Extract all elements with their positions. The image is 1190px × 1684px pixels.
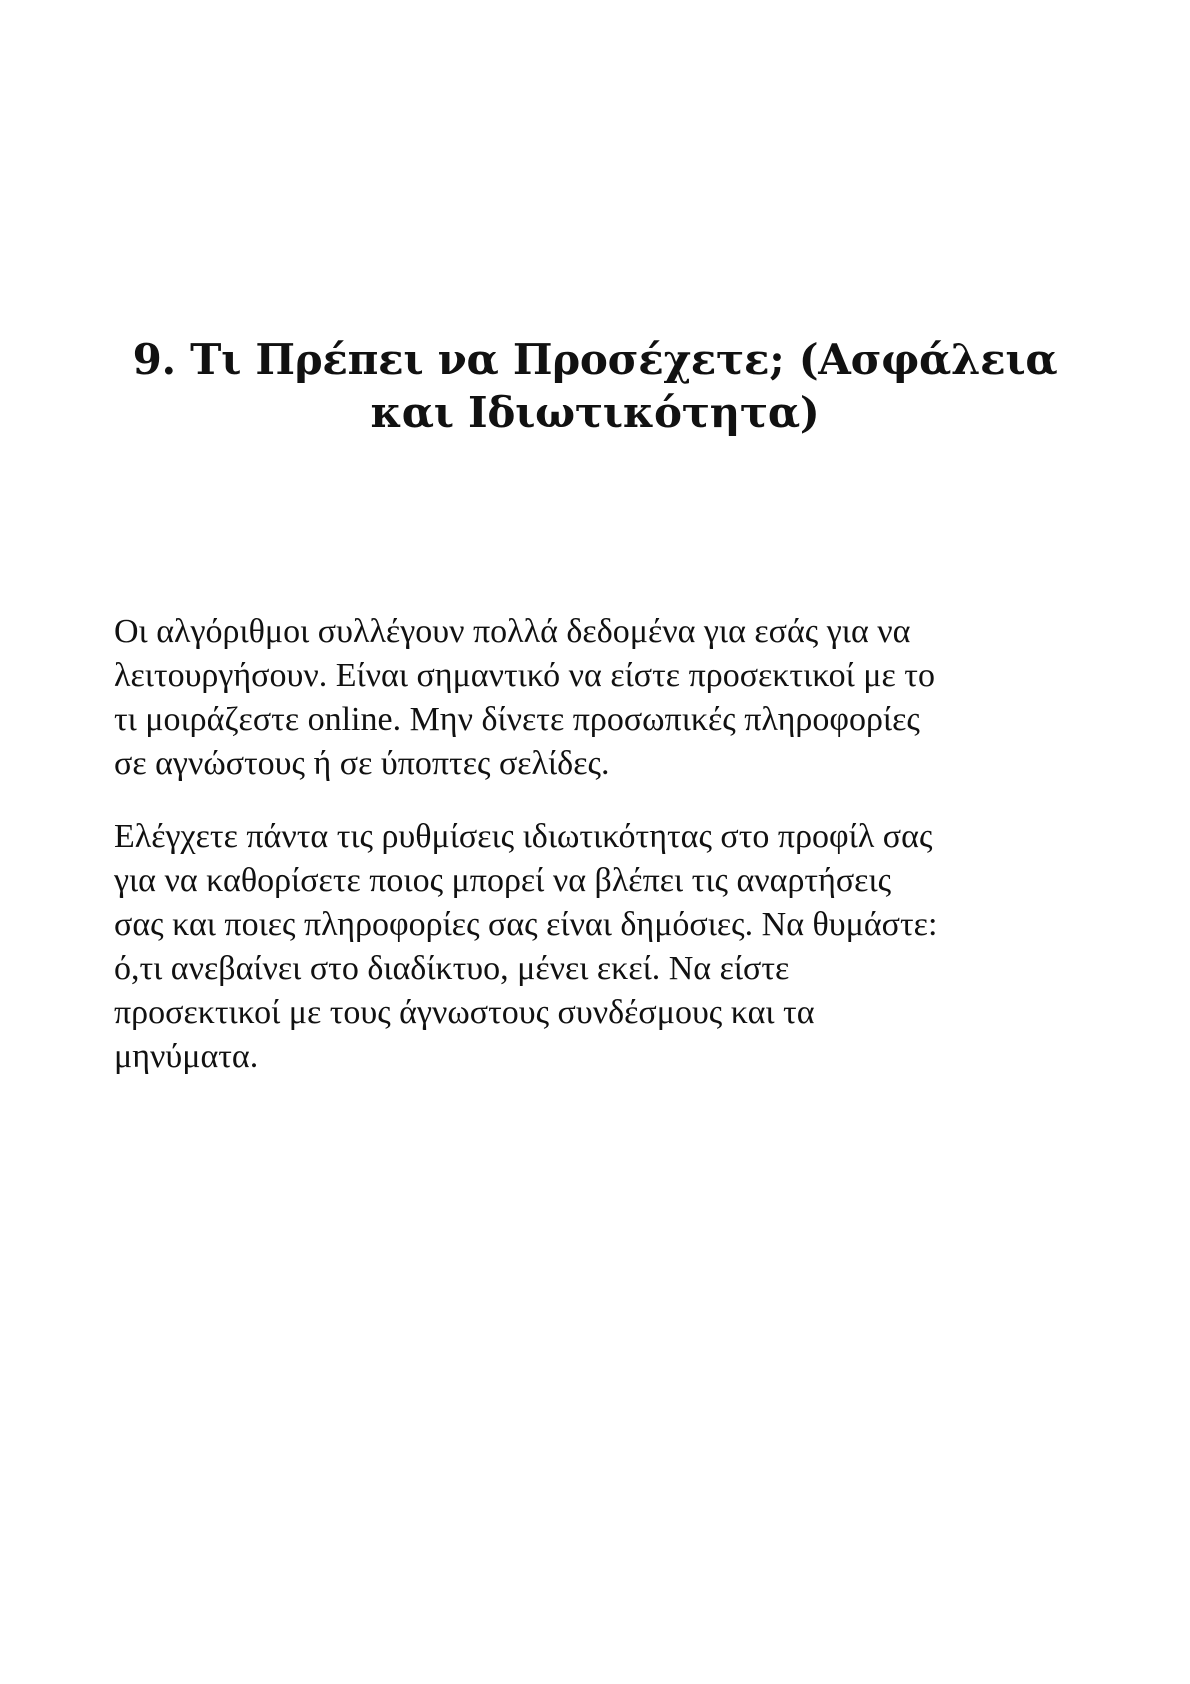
paragraph-2-line-1: Ελέγχετε πάντα τις ρυθμίσεις ιδιωτικότητας στο προφίλ σας [114,818,933,855]
page-title [110,333,1080,439]
paragraph-2-line-6: μηνύματα. [114,1038,259,1075]
paragraph-1-line-1: Οι αλγόριθμοι συλλέγουν πολλά δεδομένα για εσάς για να [114,613,911,650]
paragraph-2-line-5: προσεκτικοί με τους άγνωστους συνδέσμους και τα [114,994,815,1031]
paragraph-1 [114,610,1084,786]
title-line-1: 9. Τι Πρέπει να Προσέχετε; (Ασφάλεια [132,335,1058,384]
paragraph-1-line-4: σε αγνώστους ή σε ύποπτες σελίδες. [114,745,610,782]
title-line-2: και Ιδιωτικότητα) [370,388,820,437]
paragraph-2-line-3: σας και ποιες πληροφορίες σας είναι δημόσιες. Να θυμάστε: [114,906,938,943]
paragraph-2 [114,815,1084,1079]
paragraph-2-line-2: για να καθορίσετε ποιος μπορεί να βλέπει τις αναρτήσεις [114,862,892,899]
paragraph-2-line-4: ό,τι ανεβαίνει στο διαδίκτυο, μένει εκεί. Να είστε [114,950,790,987]
paragraph-1-line-2: λειτουργήσουν. Είναι σημαντικό να είστε προσεκτικοί με το [114,657,935,694]
paragraph-1-line-3: τι μοιράζεστε online. Μην δίνετε προσωπικές πληροφορίες [114,701,920,738]
